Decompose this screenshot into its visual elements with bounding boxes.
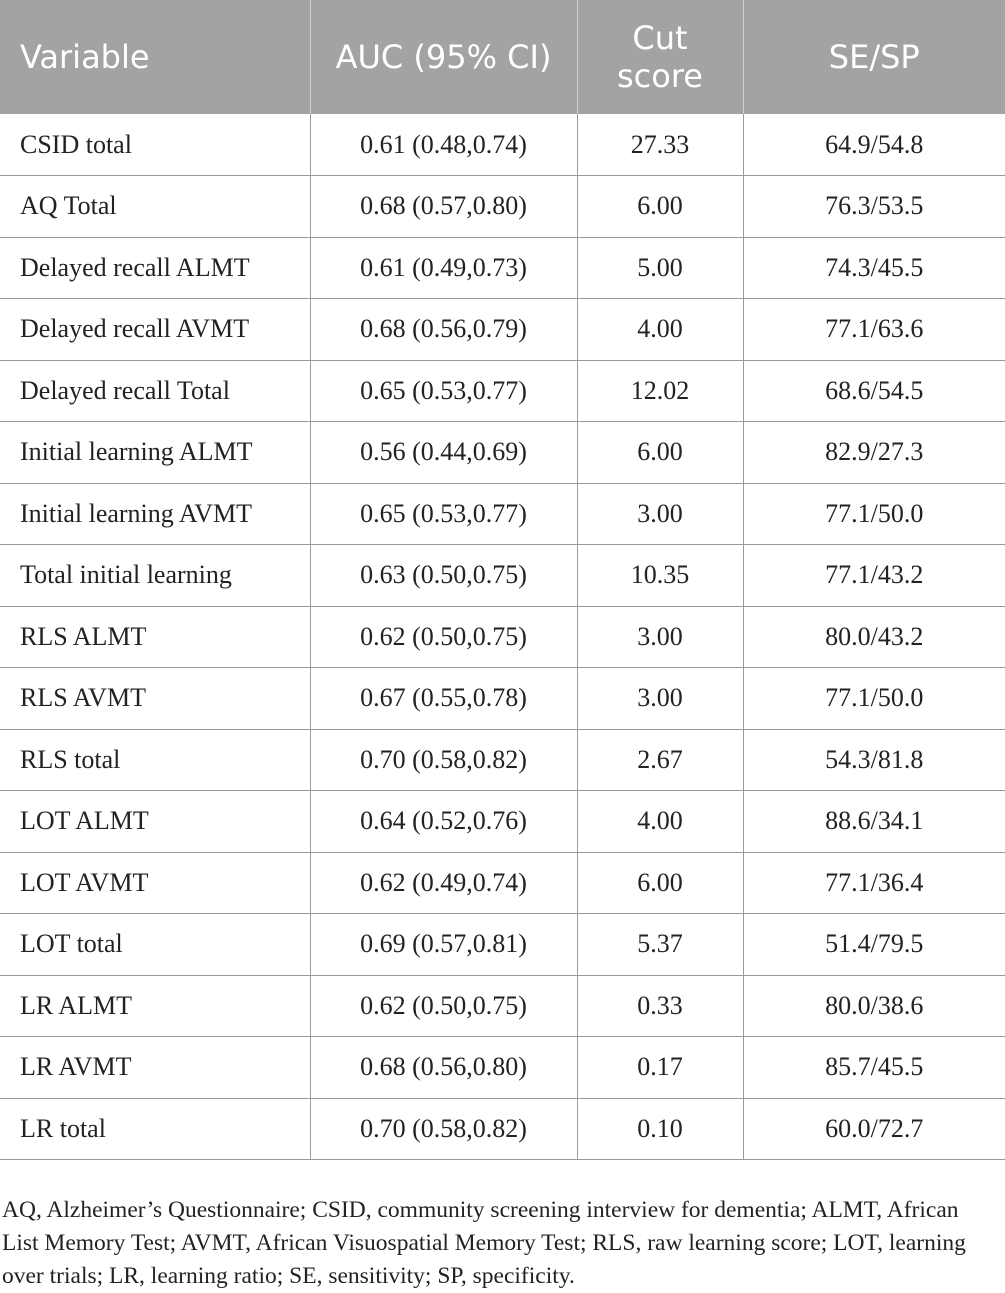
auc-cell: 0.65 (0.53,0.77) bbox=[310, 360, 577, 422]
se-sp-cell: 77.1/50.0 bbox=[743, 483, 1005, 545]
cut-score-cell: 6.00 bbox=[577, 852, 743, 914]
auc-cell: 0.61 (0.49,0.73) bbox=[310, 237, 577, 299]
auc-cell: 0.62 (0.50,0.75) bbox=[310, 975, 577, 1037]
auc-cell: 0.61 (0.48,0.74) bbox=[310, 114, 577, 176]
cut-score-cell: 4.00 bbox=[577, 299, 743, 361]
table-row bbox=[0, 852, 1005, 914]
table-row bbox=[0, 360, 1005, 422]
se-sp-cell: 82.9/27.3 bbox=[743, 422, 1005, 484]
table-row bbox=[0, 668, 1005, 730]
variable-cell: LOT AVMT bbox=[0, 852, 310, 914]
auc-cell: 0.68 (0.56,0.80) bbox=[310, 1037, 577, 1099]
auc-cell: 0.70 (0.58,0.82) bbox=[310, 729, 577, 791]
cut-score-cell: 27.33 bbox=[577, 114, 743, 176]
se-sp-cell: 54.3/81.8 bbox=[743, 729, 1005, 791]
variable-cell: LR ALMT bbox=[0, 975, 310, 1037]
variable-cell: LR AVMT bbox=[0, 1037, 310, 1099]
auc-cell: 0.69 (0.57,0.81) bbox=[310, 914, 577, 976]
table-row bbox=[0, 237, 1005, 299]
table-footnote: AQ, Alzheimer’s Questionnaire; CSID, community screening interview for dementia; ALMT, African List Memory Test; AVMT, African Visuospatial Memory Test; RLS, raw learning score; LOT, learning over trials; LR, learning ratio; SE, sensitivity; SP, specificity. bbox=[2, 1196, 966, 1289]
table-row bbox=[0, 176, 1005, 238]
cut-score-cell: 0.17 bbox=[577, 1037, 743, 1099]
se-sp-cell: 60.0/72.7 bbox=[743, 1098, 1005, 1160]
se-sp-cell: 77.1/50.0 bbox=[743, 668, 1005, 730]
header-cut-score: Cut score bbox=[577, 0, 743, 114]
table-header bbox=[0, 0, 1005, 114]
auc-cell: 0.56 (0.44,0.69) bbox=[310, 422, 577, 484]
variable-cell: Total initial learning bbox=[0, 545, 310, 607]
cut-score-cell: 3.00 bbox=[577, 606, 743, 668]
auc-cell: 0.65 (0.53,0.77) bbox=[310, 483, 577, 545]
variable-cell: Initial learning ALMT bbox=[0, 422, 310, 484]
header-variable: Variable bbox=[0, 0, 310, 114]
table-row bbox=[0, 545, 1005, 607]
se-sp-cell: 74.3/45.5 bbox=[743, 237, 1005, 299]
table-row bbox=[0, 606, 1005, 668]
cut-score-cell: 6.00 bbox=[577, 422, 743, 484]
table-row bbox=[0, 1098, 1005, 1160]
auc-cell: 0.62 (0.49,0.74) bbox=[310, 852, 577, 914]
variable-cell: RLS total bbox=[0, 729, 310, 791]
header-row bbox=[0, 0, 1005, 114]
table-row bbox=[0, 114, 1005, 176]
se-sp-cell: 80.0/38.6 bbox=[743, 975, 1005, 1037]
cut-score-cell: 12.02 bbox=[577, 360, 743, 422]
cut-score-cell: 2.67 bbox=[577, 729, 743, 791]
variable-cell: LR total bbox=[0, 1098, 310, 1160]
table-row bbox=[0, 1037, 1005, 1099]
table-row bbox=[0, 299, 1005, 361]
variable-cell: Delayed recall ALMT bbox=[0, 237, 310, 299]
header-se-sp: SE/SP bbox=[743, 0, 1005, 114]
auc-cell: 0.64 (0.52,0.76) bbox=[310, 791, 577, 853]
cut-score-cell: 10.35 bbox=[577, 545, 743, 607]
variable-cell: LOT total bbox=[0, 914, 310, 976]
table-body bbox=[0, 114, 1005, 1160]
variable-cell: RLS ALMT bbox=[0, 606, 310, 668]
variable-cell: Delayed recall Total bbox=[0, 360, 310, 422]
se-sp-cell: 76.3/53.5 bbox=[743, 176, 1005, 238]
se-sp-cell: 68.6/54.5 bbox=[743, 360, 1005, 422]
auc-cell: 0.70 (0.58,0.82) bbox=[310, 1098, 577, 1160]
table-row bbox=[0, 914, 1005, 976]
header-auc: AUC (95% CI) bbox=[310, 0, 577, 114]
se-sp-cell: 64.9/54.8 bbox=[743, 114, 1005, 176]
cut-score-cell: 3.00 bbox=[577, 483, 743, 545]
variable-cell: LOT ALMT bbox=[0, 791, 310, 853]
se-sp-cell: 88.6/34.1 bbox=[743, 791, 1005, 853]
cut-score-cell: 5.37 bbox=[577, 914, 743, 976]
cut-score-cell: 5.00 bbox=[577, 237, 743, 299]
cut-score-cell: 6.00 bbox=[577, 176, 743, 238]
variable-cell: Initial learning AVMT bbox=[0, 483, 310, 545]
cut-score-cell: 0.10 bbox=[577, 1098, 743, 1160]
se-sp-cell: 77.1/63.6 bbox=[743, 299, 1005, 361]
variable-cell: AQ Total bbox=[0, 176, 310, 238]
table-row bbox=[0, 729, 1005, 791]
se-sp-cell: 77.1/36.4 bbox=[743, 852, 1005, 914]
variable-cell: RLS AVMT bbox=[0, 668, 310, 730]
table-row bbox=[0, 975, 1005, 1037]
cut-score-cell: 3.00 bbox=[577, 668, 743, 730]
auc-cell: 0.68 (0.56,0.79) bbox=[310, 299, 577, 361]
se-sp-cell: 80.0/43.2 bbox=[743, 606, 1005, 668]
variable-cell: CSID total bbox=[0, 114, 310, 176]
auc-cell: 0.68 (0.57,0.80) bbox=[310, 176, 577, 238]
table-row bbox=[0, 791, 1005, 853]
auc-cell: 0.63 (0.50,0.75) bbox=[310, 545, 577, 607]
se-sp-cell: 51.4/79.5 bbox=[743, 914, 1005, 976]
se-sp-cell: 85.7/45.5 bbox=[743, 1037, 1005, 1099]
table-row bbox=[0, 483, 1005, 545]
cut-score-cell: 4.00 bbox=[577, 791, 743, 853]
auc-cell: 0.67 (0.55,0.78) bbox=[310, 668, 577, 730]
cut-score-cell: 0.33 bbox=[577, 975, 743, 1037]
se-sp-cell: 77.1/43.2 bbox=[743, 545, 1005, 607]
table-row bbox=[0, 422, 1005, 484]
auc-cell: 0.62 (0.50,0.75) bbox=[310, 606, 577, 668]
variable-cell: Delayed recall AVMT bbox=[0, 299, 310, 361]
